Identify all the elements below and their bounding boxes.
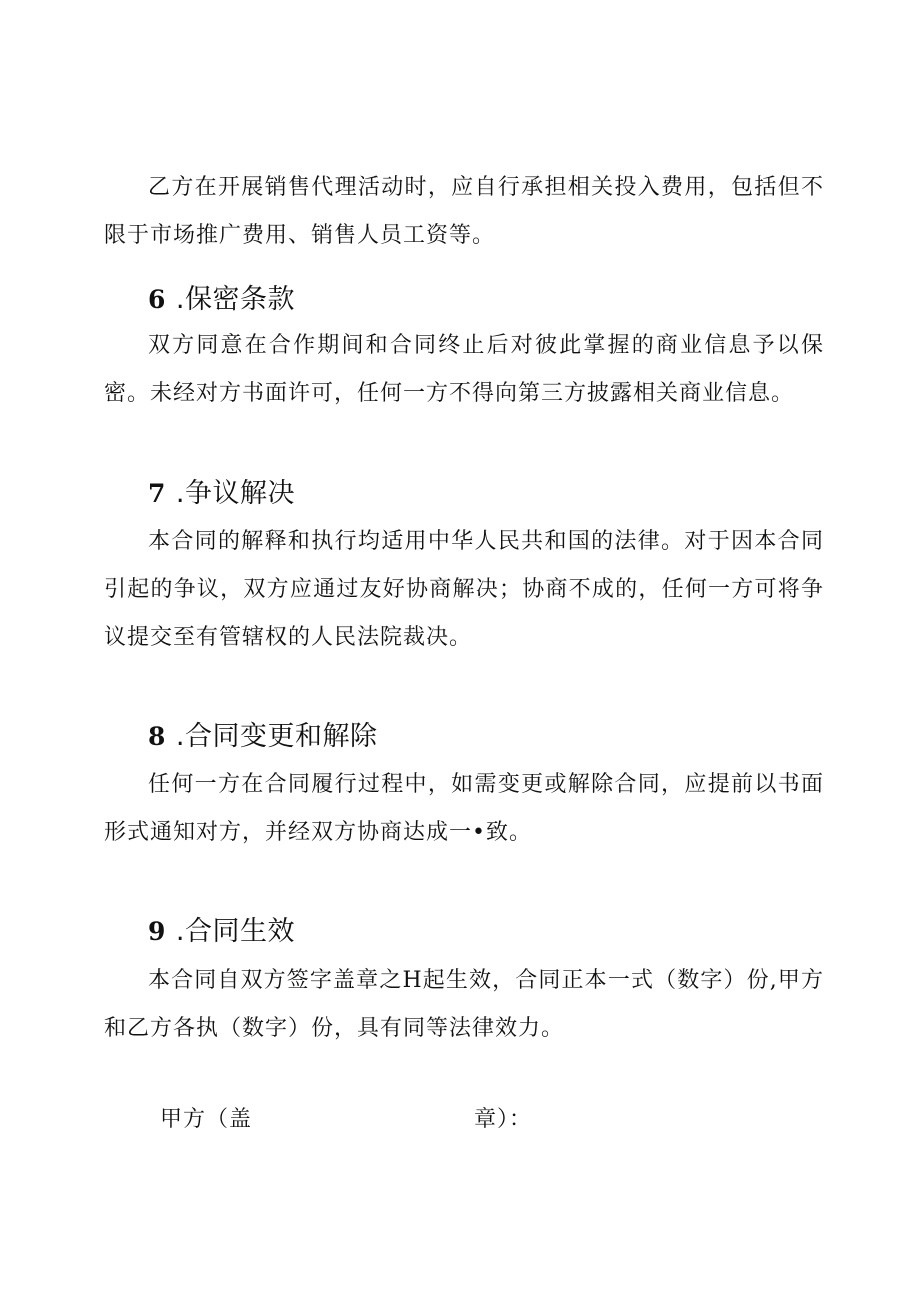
section-9-number: 9 bbox=[148, 917, 166, 946]
section-8-heading bbox=[148, 717, 378, 757]
section-7-heading bbox=[148, 474, 295, 514]
section-9-paragraph: 本合同自双方签字盖章之H起生效，合同正本一式（数字）份,甲方和乙方各执（数字）份，具有同等法律效力。 bbox=[104, 968, 824, 1041]
section-6-paragraph: 双方同意在合作期间和合同终止后对彼此掌握的商业信息予以保密。未经对方书面许可，任何一方不得向第三方披露相关商业信息。 bbox=[104, 333, 824, 406]
section-8-title: .合同变更和解除 bbox=[175, 721, 378, 752]
section-6-heading bbox=[148, 280, 295, 320]
section-9-title: .合同生效 bbox=[175, 916, 295, 947]
section-7-paragraph: 本合同的解释和执行均适用中华人民共和国的法律。对于因本合同引起的争议，双方应通过友好协商解决；协商不成的，任何一方可将争议提交至有管辖权的人民法院裁决。 bbox=[104, 529, 824, 650]
signature-seal-label: 章）： bbox=[474, 1107, 533, 1132]
section-6-number: 6 bbox=[148, 285, 166, 314]
section-6-title: .保密条款 bbox=[175, 284, 295, 315]
section-9-heading bbox=[148, 912, 295, 952]
section-8-paragraph: 任何一方在合同履行过程中，如需变更或解除合同，应提前以书面形式通知对方，并经双方协商达成一•致。 bbox=[104, 772, 824, 845]
section-7-number: 7 bbox=[148, 479, 166, 508]
section-8-number: 8 bbox=[148, 722, 166, 751]
section-7-title: .争议解决 bbox=[175, 478, 295, 509]
section-5-paragraph: 乙方在开展销售代理活动时，应自行承担相关投入费用，包括但不限于市场推广费用、销售人员工资等。 bbox=[104, 175, 824, 248]
signature-party-a: 甲方（盖 bbox=[160, 1107, 253, 1132]
